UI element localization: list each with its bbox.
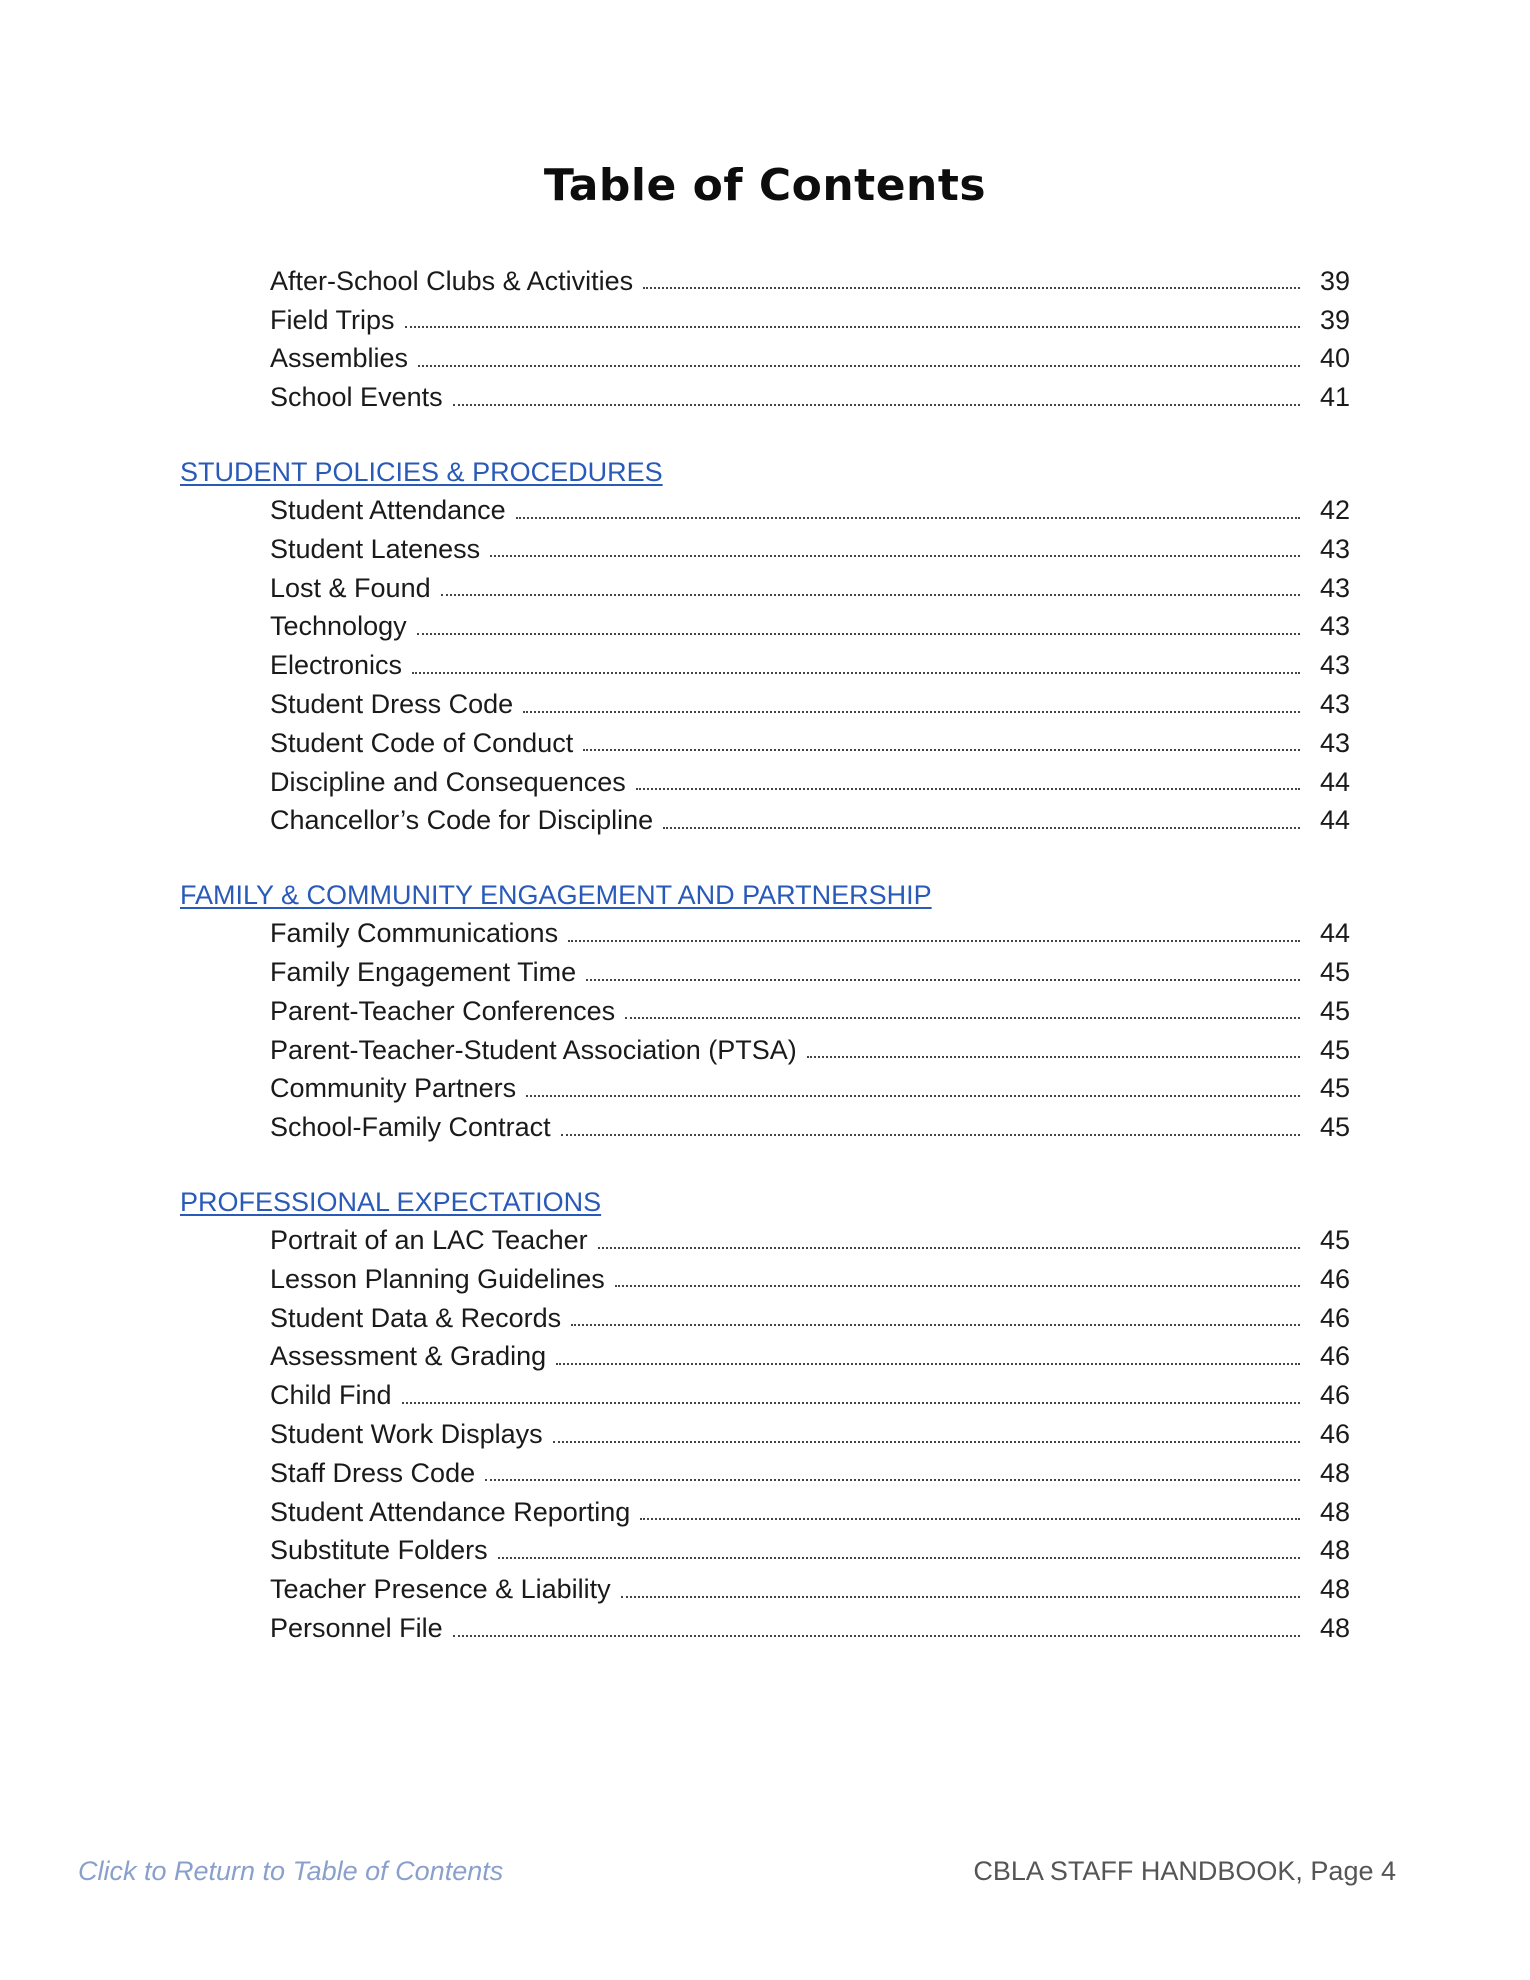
- toc-entry-label: Parent-Teacher-Student Association (PTSA): [270, 1034, 797, 1065]
- toc-entry-page: 44: [1319, 805, 1350, 836]
- toc-entry[interactable]: [270, 1415, 1350, 1454]
- toc-entry-page: 43: [1319, 533, 1350, 564]
- intro-entries: [0, 262, 1530, 417]
- dot-leader: [526, 1095, 1300, 1097]
- dot-leader: [485, 1479, 1300, 1481]
- toc-entry-page: 46: [1319, 1263, 1350, 1294]
- toc-entry-label: Student Data & Records: [270, 1302, 562, 1333]
- dot-leader: [441, 594, 1300, 596]
- toc-entry[interactable]: [270, 1493, 1350, 1532]
- section-student-policies: [0, 453, 1530, 840]
- toc-entry-page: 45: [1319, 1112, 1350, 1143]
- toc-entry[interactable]: [270, 1338, 1350, 1377]
- section-heading-link[interactable]: PROFESSIONAL EXPECTATIONS: [180, 1187, 602, 1218]
- toc-entry-page: 43: [1319, 611, 1350, 642]
- toc-entry-label: Technology: [270, 611, 407, 642]
- toc-entry-page: 43: [1319, 689, 1350, 720]
- toc-entry[interactable]: [270, 569, 1350, 608]
- toc-entry-label: Field Trips: [270, 304, 395, 335]
- toc-entry-label: Student Dress Code: [270, 689, 514, 720]
- toc-entry[interactable]: [270, 953, 1350, 992]
- toc-entry-page: 48: [1319, 1574, 1350, 1605]
- toc-entry[interactable]: [270, 608, 1350, 647]
- dot-leader: [553, 1441, 1300, 1443]
- dot-leader: [412, 672, 1300, 674]
- toc-entry-label: Electronics: [270, 650, 403, 681]
- dot-leader: [571, 1324, 1300, 1326]
- toc-entry-page: 45: [1319, 1073, 1350, 1104]
- toc-entry-page: 44: [1319, 766, 1350, 797]
- toc-entry-label: Parent-Teacher Conferences: [270, 995, 616, 1026]
- toc-entry-page: 44: [1319, 918, 1350, 949]
- toc-entry-label: Assessment & Grading: [270, 1341, 547, 1372]
- dot-leader: [490, 555, 1300, 557]
- toc-entry-label: Student Attendance Reporting: [270, 1496, 631, 1527]
- dot-leader: [453, 1635, 1300, 1637]
- toc-entry[interactable]: [270, 1532, 1350, 1571]
- toc-entry-page: 45: [1319, 957, 1350, 988]
- toc-entry-page: 46: [1319, 1341, 1350, 1372]
- dot-leader: [405, 326, 1300, 328]
- toc-entry[interactable]: [270, 1454, 1350, 1493]
- toc-entry-label: Personnel File: [270, 1613, 443, 1643]
- toc-entry[interactable]: [270, 685, 1350, 724]
- dot-leader: [418, 365, 1300, 367]
- toc-entry-page: 48: [1319, 1613, 1350, 1643]
- toc-entry-page: 46: [1319, 1419, 1350, 1450]
- dot-leader: [615, 1285, 1300, 1287]
- toc-entry-label: Student Lateness: [270, 533, 481, 564]
- toc-entry-page: 43: [1319, 572, 1350, 603]
- return-to-toc-link[interactable]: Click to Return to Table of Contents: [78, 1856, 504, 1886]
- toc-entry[interactable]: [270, 530, 1350, 569]
- toc-entry-label: Portrait of an LAC Teacher: [270, 1225, 588, 1256]
- dot-leader: [402, 1402, 1300, 1404]
- toc-entry-page: 48: [1319, 1496, 1350, 1527]
- toc-entry-page: 39: [1319, 304, 1350, 335]
- dot-leader: [625, 1017, 1300, 1019]
- toc-entry-page: 39: [1319, 265, 1350, 296]
- toc-entry-page: 46: [1319, 1302, 1350, 1333]
- toc-entry-page: 45: [1319, 995, 1350, 1026]
- dot-leader: [621, 1596, 1300, 1598]
- dot-leader: [453, 404, 1300, 406]
- toc-entry[interactable]: [270, 763, 1350, 802]
- toc-entry-page: 48: [1319, 1457, 1350, 1488]
- dot-leader: [598, 1247, 1300, 1249]
- dot-leader: [523, 711, 1300, 713]
- dot-leader: [568, 940, 1300, 942]
- section-heading-link[interactable]: STUDENT POLICIES & PROCEDURES: [180, 457, 663, 488]
- toc-entry-label: Staff Dress Code: [270, 1457, 476, 1488]
- toc-entry-label: Child Find: [270, 1380, 392, 1411]
- toc-entry-page: 40: [1319, 343, 1350, 374]
- toc-entry-label: Student Work Displays: [270, 1419, 543, 1450]
- toc-entry-page: 45: [1319, 1225, 1350, 1256]
- toc-entry[interactable]: [270, 1031, 1350, 1070]
- toc-entry-page: 43: [1319, 727, 1350, 758]
- toc-entry-label: Assemblies: [270, 343, 409, 374]
- toc-entry-label: Student Code of Conduct: [270, 727, 574, 758]
- toc-entry[interactable]: [270, 1070, 1350, 1109]
- toc-entry[interactable]: [270, 1221, 1350, 1260]
- toc-entry[interactable]: [270, 802, 1350, 841]
- toc-entry[interactable]: [270, 724, 1350, 763]
- toc-entry-label: Family Communications: [270, 918, 559, 949]
- toc-entry-page: 46: [1319, 1380, 1350, 1411]
- dot-leader: [663, 827, 1300, 829]
- toc-entry-page: 43: [1319, 650, 1350, 681]
- toc-entry[interactable]: [270, 1299, 1350, 1338]
- toc-entry-label: Chancellor’s Code for Discipline: [270, 805, 654, 836]
- toc-entry-label: After-School Clubs & Activities: [270, 265, 634, 296]
- toc-entry-label: Community Partners: [270, 1073, 517, 1104]
- page-footer-label: CBLA STAFF HANDBOOK, Page 4: [973, 1856, 1396, 1886]
- toc-entry[interactable]: [270, 1376, 1350, 1415]
- toc-entry-label: Lost & Found: [270, 572, 431, 603]
- section-heading-link[interactable]: FAMILY & COMMUNITY ENGAGEMENT AND PARTNERSHIP: [180, 880, 932, 911]
- dot-leader: [417, 633, 1300, 635]
- dot-leader: [556, 1363, 1300, 1365]
- dot-leader: [643, 287, 1300, 289]
- dot-leader: [586, 979, 1300, 981]
- toc-entry[interactable]: [270, 301, 1350, 340]
- toc-entry-label: School-Family Contract: [270, 1112, 551, 1143]
- toc-entry-page: 41: [1319, 382, 1350, 413]
- dot-leader: [807, 1056, 1300, 1058]
- toc-entry[interactable]: [270, 1570, 1350, 1609]
- toc-entry-label: School Events: [270, 382, 443, 413]
- dot-leader: [636, 788, 1300, 790]
- toc-entry[interactable]: [270, 340, 1350, 379]
- toc-entry[interactable]: [270, 914, 1350, 953]
- toc-entry-label: Student Attendance: [270, 495, 506, 526]
- page-title: Table of Contents: [543, 160, 987, 211]
- toc-entry-label: Family Engagement Time: [270, 957, 577, 988]
- dot-leader: [561, 1134, 1300, 1136]
- dot-leader: [498, 1557, 1300, 1559]
- dot-leader: [583, 749, 1300, 751]
- toc-entry-page: 48: [1319, 1535, 1350, 1566]
- section-family-community: [0, 876, 1530, 1147]
- toc-entry[interactable]: [270, 646, 1350, 685]
- section-professional-expectations: [0, 1183, 1530, 1648]
- toc-entry[interactable]: [270, 1609, 1350, 1648]
- dot-leader: [516, 517, 1300, 519]
- toc-entry-label: Discipline and Consequences: [270, 766, 626, 797]
- toc-entry[interactable]: [270, 262, 1350, 301]
- toc-entry-label: Lesson Planning Guidelines: [270, 1263, 605, 1294]
- toc-entry[interactable]: [270, 491, 1350, 530]
- toc-list: [0, 262, 1530, 1648]
- toc-entry[interactable]: [270, 378, 1350, 417]
- toc-entry-label: Teacher Presence & Liability: [270, 1574, 611, 1605]
- dot-leader: [640, 1518, 1300, 1520]
- toc-entry[interactable]: [270, 992, 1350, 1031]
- toc-entry-page: 42: [1319, 495, 1350, 526]
- toc-entry-label: Substitute Folders: [270, 1535, 488, 1566]
- toc-entry-page: 45: [1319, 1034, 1350, 1065]
- toc-entry[interactable]: [270, 1108, 1350, 1147]
- toc-entry[interactable]: [270, 1260, 1350, 1299]
